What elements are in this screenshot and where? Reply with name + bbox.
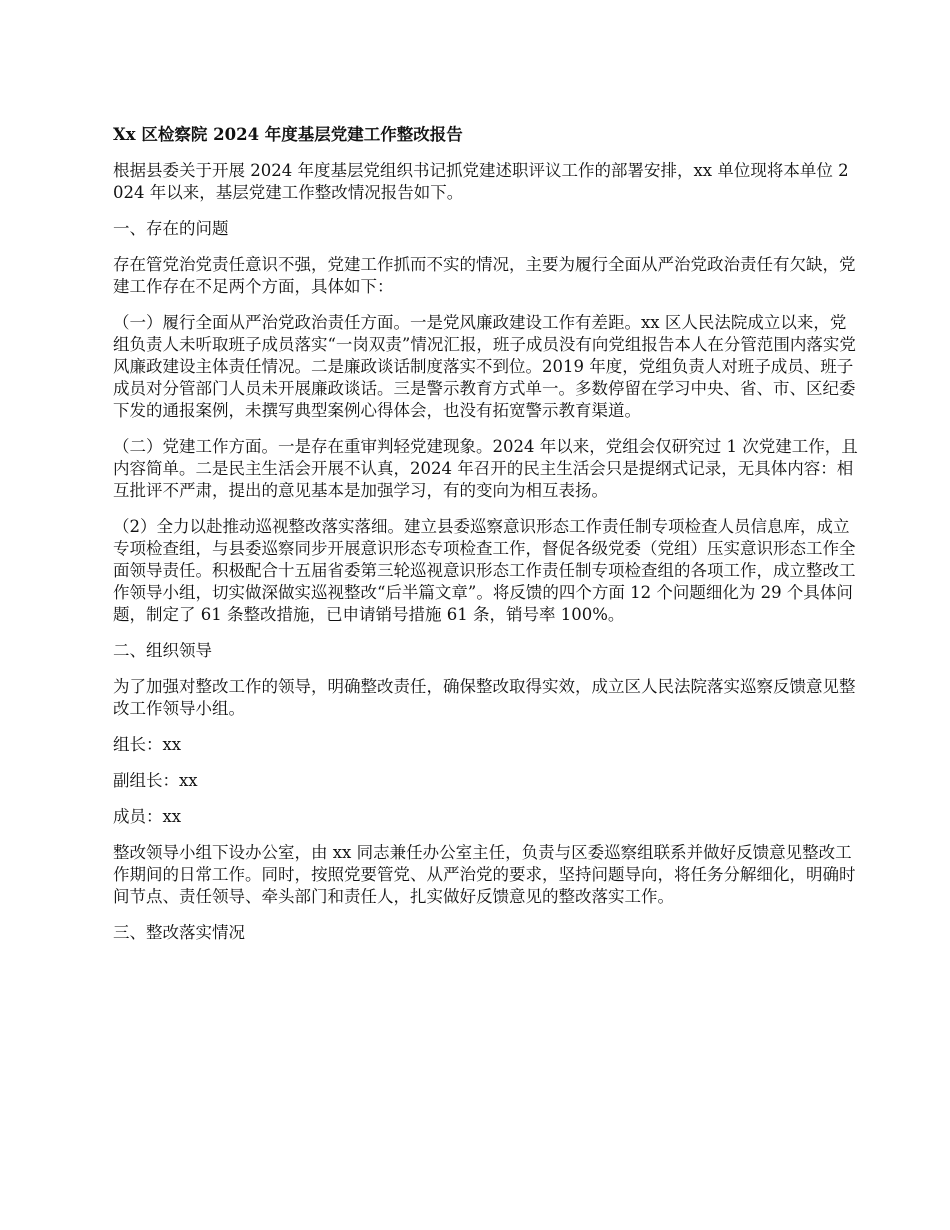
paragraph-leadership-group: 为了加强对整改工作的领导，明确整改责任，确保整改取得实效，成立区人民法院落实巡察反馈意见整改工作领导小组。 xyxy=(113,677,856,718)
deputy-leader-line: 副组长：xx xyxy=(113,771,198,790)
section-heading-implementation: 三、整改落实情况 xyxy=(113,923,245,942)
members-line: 成员：xx xyxy=(113,807,182,826)
section-heading-leadership: 二、组织领导 xyxy=(113,641,212,660)
paragraph-intro: 根据县委关于开展 2024 年度基层党组织书记抓党建述职评议工作的部署安排，xx 单位现将本单位 2024 年以来，基层党建工作整改情况报告如下。 xyxy=(113,161,849,202)
paragraph-problem-two: （二）党建工作方面。一是存在重审判轻党建现象。2024 年以来，党组会仅研究过 1 次党建工作，且内容简单。二是民主生活会开展不认真，2024 年召开的民主生活会只是提纲式记录，无具体内容：相互批评不严肃，提出的意见基本是加强学习，有的变向为相互表扬。 xyxy=(113,437,858,500)
paragraph-problems-summary: 存在管党治党责任意识不强，党建工作抓而不实的情况，主要为履行全面从严治党政治责任有欠缺，党建工作存在不足两个方面，具体如下： xyxy=(113,255,856,296)
paragraph-inspection-rectification: （2）全力以赴推动巡视整改落实落细。建立县委巡察意识形态工作责任制专项检查人员信息库，成立专项检查组，与县委巡察同步开展意识形态专项检查工作，督促各级党委（党组）压实意识形态工作全面领导责任。积极配合十五届省委第三轮巡视意识形态工作责任制专项检查组的各项工作，成立整改工作领导小组，切实做深做实巡视整改“后半篇文章”。将反馈的四个方面 12 个问题细化为 29 个具体问题，制定了 61 条整改措施，已申请销号措施 61 条，销号率 100%。 xyxy=(113,517,856,624)
group-leader-line: 组长：xx xyxy=(113,735,182,754)
paragraph-problem-one: （一）履行全面从严治党政治责任方面。一是党风廉政建设工作有差距。xx 区人民法院成立以来，党组负责人未听取班子成员落实“一岗双责”情况汇报，班子成员没有向党组报告本人在分管范围内落实党风廉政建设主体责任情况。二是廉政谈话制度落实不到位。2019 年度，党组负责人对班子成员、班子成员对分管部门人员未开展廉政谈话。三是警示教育方式单一。多数停留在学习中央、省、市、区纪委下发的通报案例，未撰写典型案例心得体会，也没有拓宽警示教育渠道。 xyxy=(113,313,856,420)
document-page xyxy=(113,124,858,958)
document-title: Xx 区检察院 2024 年度基层党建工作整改报告 xyxy=(113,125,463,144)
paragraph-office: 整改领导小组下设办公室，由 xx 同志兼任办公室主任，负责与区委巡察组联系并做好反馈意见整改工作期间的日常工作。同时，按照党要管党、从严治党的要求，坚持问题导向，将任务分解细化，明确时间节点、责任领导、牵头部门和责任人，扎实做好反馈意见的整改落实工作。 xyxy=(113,843,856,906)
section-heading-problems: 一、存在的问题 xyxy=(113,219,229,238)
